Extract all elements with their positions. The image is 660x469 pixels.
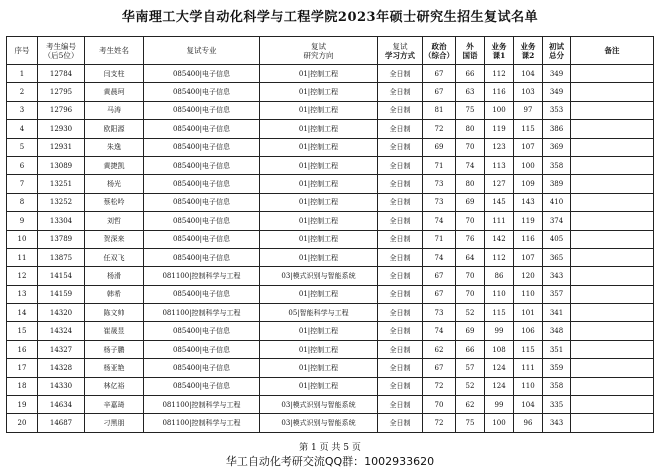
cell-course-2: 104 (514, 396, 543, 414)
cell-study-mode: 全日制 (378, 212, 423, 230)
cell-course-2: 104 (514, 65, 543, 83)
cell-politics: 67 (423, 285, 456, 303)
cell-course-2: 96 (514, 414, 543, 432)
table-row (7, 414, 654, 432)
cell-foreign-language: 75 (456, 101, 485, 119)
cell-politics: 69 (423, 138, 456, 156)
cell-total: 405 (543, 230, 571, 248)
cell-direction: 01|控制工程 (260, 101, 378, 119)
cell-study-mode: 全日制 (378, 120, 423, 138)
cell-course-2: 107 (514, 248, 543, 266)
cell-name: 辛嘉琦 (85, 396, 144, 414)
document-title: 华南理工大学自动化科学与工程学院2023年硕士研究生招生复试名单 (121, 10, 539, 25)
cell-total: 410 (543, 193, 571, 211)
cell-study-mode: 全日制 (378, 377, 423, 395)
cell-remark (571, 212, 654, 230)
cell-total: 341 (543, 304, 571, 322)
cell-study-mode: 全日制 (378, 138, 423, 156)
cell-politics: 81 (423, 101, 456, 119)
cell-course-2: 111 (514, 359, 543, 377)
cell-name: 杨亚艳 (85, 359, 144, 377)
cell-foreign-language: 62 (456, 396, 485, 414)
cell-direction: 01|控制工程 (260, 212, 378, 230)
cell-major: 085400|电子信息 (144, 175, 260, 193)
cell-name: 刁黑朋 (85, 414, 144, 432)
cell-politics: 72 (423, 377, 456, 395)
cell-major: 085400|电子信息 (144, 138, 260, 156)
cell-politics: 73 (423, 304, 456, 322)
cell-total: 359 (543, 359, 571, 377)
cell-total: 389 (543, 175, 571, 193)
cell-name: 马涛 (85, 101, 144, 119)
cell-exam-no: 12795 (38, 83, 85, 101)
cell-foreign-language: 80 (456, 120, 485, 138)
table-row (7, 304, 654, 322)
cell-direction: 03|模式识别与智能系统 (260, 396, 378, 414)
cell-exam-no: 13875 (38, 248, 85, 266)
cell-total: 358 (543, 377, 571, 395)
table-row (7, 322, 654, 340)
candidate-table (6, 36, 654, 433)
cell-politics: 67 (423, 359, 456, 377)
table-row (7, 175, 654, 193)
cell-major: 085400|电子信息 (144, 285, 260, 303)
cell-major: 085400|电子信息 (144, 120, 260, 138)
cell-course-2: 103 (514, 83, 543, 101)
cell-name: 杨滑 (85, 267, 144, 285)
cell-total: 343 (543, 267, 571, 285)
cell-course-2: 143 (514, 193, 543, 211)
cell-direction: 01|控制工程 (260, 120, 378, 138)
cell-seq: 20 (7, 414, 38, 432)
cell-study-mode: 全日制 (378, 101, 423, 119)
cell-study-mode: 全日制 (378, 230, 423, 248)
cell-course-1: 119 (485, 120, 514, 138)
cell-study-mode: 全日制 (378, 304, 423, 322)
cell-course-1: 108 (485, 340, 514, 358)
cell-major: 085400|电子信息 (144, 193, 260, 211)
cell-remark (571, 304, 654, 322)
cell-exam-no: 12784 (38, 65, 85, 83)
header-total: 初试 总分 (543, 37, 571, 65)
cell-name: 蔡松吟 (85, 193, 144, 211)
cell-course-1: 99 (485, 322, 514, 340)
cell-course-2: 120 (514, 267, 543, 285)
cell-study-mode: 全日制 (378, 322, 423, 340)
cell-direction: 01|控制工程 (260, 193, 378, 211)
cell-direction: 01|控制工程 (260, 83, 378, 101)
cell-study-mode: 全日制 (378, 359, 423, 377)
table-row (7, 156, 654, 174)
cell-course-1: 112 (485, 65, 514, 83)
cell-name: 林亿裕 (85, 377, 144, 395)
table-row (7, 138, 654, 156)
cell-politics: 67 (423, 83, 456, 101)
cell-course-1: 110 (485, 285, 514, 303)
cell-exam-no: 13251 (38, 175, 85, 193)
header-major: 复试专业 (144, 37, 260, 65)
cell-study-mode: 全日制 (378, 414, 423, 432)
cell-study-mode: 全日制 (378, 65, 423, 83)
cell-course-2: 106 (514, 322, 543, 340)
cell-study-mode: 全日制 (378, 83, 423, 101)
cell-course-1: 112 (485, 248, 514, 266)
cell-direction: 03|模式识别与智能系统 (260, 267, 378, 285)
cell-total: 357 (543, 285, 571, 303)
cell-foreign-language: 52 (456, 377, 485, 395)
cell-remark (571, 138, 654, 156)
cell-total: 343 (543, 414, 571, 432)
cell-seq: 3 (7, 101, 38, 119)
cell-total: 365 (543, 248, 571, 266)
cell-course-2: 115 (514, 340, 543, 358)
cell-politics: 74 (423, 212, 456, 230)
cell-total: 369 (543, 138, 571, 156)
cell-course-1: 145 (485, 193, 514, 211)
cell-politics: 72 (423, 414, 456, 432)
cell-direction: 01|控制工程 (260, 248, 378, 266)
cell-major: 081100|控制科学与工程 (144, 267, 260, 285)
cell-politics: 73 (423, 193, 456, 211)
cell-seq: 11 (7, 248, 38, 266)
cell-total: 335 (543, 396, 571, 414)
cell-course-2: 107 (514, 138, 543, 156)
cell-major: 085400|电子信息 (144, 65, 260, 83)
cell-name: 刘哲 (85, 212, 144, 230)
cell-direction: 01|控制工程 (260, 175, 378, 193)
cell-major: 085400|电子信息 (144, 212, 260, 230)
cell-foreign-language: 80 (456, 175, 485, 193)
cell-foreign-language: 69 (456, 193, 485, 211)
cell-remark (571, 175, 654, 193)
cell-seq: 2 (7, 83, 38, 101)
table-row (7, 101, 654, 119)
cell-seq: 6 (7, 156, 38, 174)
header-politics: 政治 （综合） (423, 37, 456, 65)
cell-foreign-language: 69 (456, 322, 485, 340)
cell-exam-no: 12796 (38, 101, 85, 119)
cell-remark (571, 340, 654, 358)
cell-study-mode: 全日制 (378, 396, 423, 414)
cell-exam-no: 14687 (38, 414, 85, 432)
cell-remark (571, 65, 654, 83)
cell-politics: 67 (423, 65, 456, 83)
cell-study-mode: 全日制 (378, 156, 423, 174)
cell-exam-no: 14330 (38, 377, 85, 395)
cell-seq: 8 (7, 193, 38, 211)
table-row (7, 377, 654, 395)
table-row (7, 267, 654, 285)
cell-course-1: 111 (485, 212, 514, 230)
cell-total: 353 (543, 101, 571, 119)
cell-name: 杨子鹏 (85, 340, 144, 358)
cell-exam-no: 14634 (38, 396, 85, 414)
cell-remark (571, 285, 654, 303)
cell-seq: 17 (7, 359, 38, 377)
cell-seq: 7 (7, 175, 38, 193)
table-row (7, 120, 654, 138)
cell-foreign-language: 70 (456, 267, 485, 285)
cell-total: 358 (543, 156, 571, 174)
cell-course-1: 142 (485, 230, 514, 248)
cell-remark (571, 101, 654, 119)
cell-politics: 67 (423, 267, 456, 285)
cell-study-mode: 全日制 (378, 248, 423, 266)
cell-foreign-language: 76 (456, 230, 485, 248)
header-seq: 序号 (7, 37, 38, 65)
table-row (7, 83, 654, 101)
cell-direction: 01|控制工程 (260, 377, 378, 395)
cell-course-2: 109 (514, 175, 543, 193)
cell-foreign-language: 64 (456, 248, 485, 266)
cell-remark (571, 377, 654, 395)
cell-total: 349 (543, 65, 571, 83)
cell-exam-no: 13789 (38, 230, 85, 248)
cell-exam-no: 14159 (38, 285, 85, 303)
cell-direction: 03|模式识别与智能系统 (260, 414, 378, 432)
cell-seq: 13 (7, 285, 38, 303)
table-row (7, 65, 654, 83)
cell-major: 081100|控制科学与工程 (144, 396, 260, 414)
cell-exam-no: 12930 (38, 120, 85, 138)
cell-direction: 01|控制工程 (260, 156, 378, 174)
cell-remark (571, 267, 654, 285)
cell-seq: 4 (7, 120, 38, 138)
cell-seq: 12 (7, 267, 38, 285)
cell-remark (571, 396, 654, 414)
cell-study-mode: 全日制 (378, 285, 423, 303)
cell-major: 085400|电子信息 (144, 83, 260, 101)
table-row (7, 212, 654, 230)
cell-course-1: 113 (485, 156, 514, 174)
cell-politics: 72 (423, 120, 456, 138)
cell-exam-no: 13304 (38, 212, 85, 230)
cell-seq: 15 (7, 322, 38, 340)
cell-politics: 73 (423, 175, 456, 193)
cell-foreign-language: 70 (456, 138, 485, 156)
table-row (7, 396, 654, 414)
cell-remark (571, 359, 654, 377)
cell-politics: 70 (423, 396, 456, 414)
cell-name: 杨光 (85, 175, 144, 193)
cell-remark (571, 120, 654, 138)
cell-seq: 10 (7, 230, 38, 248)
cell-remark (571, 193, 654, 211)
cell-politics: 71 (423, 230, 456, 248)
cell-course-1: 127 (485, 175, 514, 193)
cell-exam-no: 14320 (38, 304, 85, 322)
cell-seq: 16 (7, 340, 38, 358)
cell-name: 闫支柱 (85, 65, 144, 83)
cell-politics: 74 (423, 248, 456, 266)
cell-remark (571, 230, 654, 248)
header-remark: 备注 (571, 37, 654, 65)
cell-seq: 9 (7, 212, 38, 230)
cell-exam-no: 13252 (38, 193, 85, 211)
cell-seq: 19 (7, 396, 38, 414)
cell-major: 085400|电子信息 (144, 230, 260, 248)
cell-course-2: 116 (514, 230, 543, 248)
table-row (7, 248, 654, 266)
cell-major: 081100|控制科学与工程 (144, 304, 260, 322)
cell-foreign-language: 57 (456, 359, 485, 377)
cell-study-mode: 全日制 (378, 340, 423, 358)
cell-total: 348 (543, 322, 571, 340)
cell-total: 349 (543, 83, 571, 101)
cell-course-1: 123 (485, 138, 514, 156)
cell-politics: 71 (423, 156, 456, 174)
cell-course-1: 115 (485, 304, 514, 322)
cell-foreign-language: 66 (456, 65, 485, 83)
cell-major: 085400|电子信息 (144, 248, 260, 266)
cell-name: 黄晨珂 (85, 83, 144, 101)
header-name: 考生姓名 (85, 37, 144, 65)
cell-name: 黄捷凯 (85, 156, 144, 174)
cell-seq: 1 (7, 65, 38, 83)
table-header-row (7, 37, 654, 65)
cell-exam-no: 13089 (38, 156, 85, 174)
cell-direction: 05|智能科学与工程 (260, 304, 378, 322)
cell-politics: 62 (423, 340, 456, 358)
cell-study-mode: 全日制 (378, 193, 423, 211)
qq-group-note: 华工自动化考研交流QQ群：1002933620 (225, 455, 435, 468)
cell-course-1: 124 (485, 377, 514, 395)
cell-name: 崔晟昱 (85, 322, 144, 340)
table-row (7, 359, 654, 377)
cell-foreign-language: 74 (456, 156, 485, 174)
cell-foreign-language: 52 (456, 304, 485, 322)
cell-direction: 01|控制工程 (260, 359, 378, 377)
cell-course-1: 100 (485, 414, 514, 432)
cell-major: 081100|控制科学与工程 (144, 414, 260, 432)
cell-total: 351 (543, 340, 571, 358)
cell-course-2: 101 (514, 304, 543, 322)
table-row (7, 285, 654, 303)
cell-foreign-language: 75 (456, 414, 485, 432)
cell-exam-no: 14328 (38, 359, 85, 377)
table-row (7, 230, 654, 248)
cell-major: 085400|电子信息 (144, 322, 260, 340)
cell-course-1: 116 (485, 83, 514, 101)
header-foreign-language: 外 国语 (456, 37, 485, 65)
cell-exam-no: 14327 (38, 340, 85, 358)
cell-remark (571, 414, 654, 432)
cell-name: 朱逸 (85, 138, 144, 156)
cell-direction: 01|控制工程 (260, 340, 378, 358)
cell-seq: 14 (7, 304, 38, 322)
cell-course-1: 86 (485, 267, 514, 285)
cell-major: 085400|电子信息 (144, 101, 260, 119)
header-exam-no: 考生编号 （后5位） (38, 37, 85, 65)
cell-remark (571, 322, 654, 340)
cell-remark (571, 156, 654, 174)
cell-course-2: 100 (514, 156, 543, 174)
cell-politics: 74 (423, 322, 456, 340)
cell-course-2: 115 (514, 120, 543, 138)
cell-total: 374 (543, 212, 571, 230)
cell-course-2: 110 (514, 285, 543, 303)
cell-direction: 01|控制工程 (260, 230, 378, 248)
header-study-mode: 复试 学习方式 (378, 37, 423, 65)
cell-exam-no: 14154 (38, 267, 85, 285)
cell-remark (571, 248, 654, 266)
cell-major: 085400|电子信息 (144, 156, 260, 174)
cell-course-2: 97 (514, 101, 543, 119)
cell-name: 贺深来 (85, 230, 144, 248)
header-course-1: 业务 课1 (485, 37, 514, 65)
page-number: 第 1 页 共 5 页 (299, 443, 361, 453)
cell-course-2: 110 (514, 377, 543, 395)
cell-foreign-language: 63 (456, 83, 485, 101)
cell-direction: 01|控制工程 (260, 65, 378, 83)
cell-name: 欧阳源 (85, 120, 144, 138)
cell-direction: 01|控制工程 (260, 322, 378, 340)
cell-study-mode: 全日制 (378, 267, 423, 285)
cell-study-mode: 全日制 (378, 175, 423, 193)
cell-total: 386 (543, 120, 571, 138)
cell-remark (571, 83, 654, 101)
cell-course-2: 119 (514, 212, 543, 230)
cell-name: 韩希 (85, 285, 144, 303)
table-row (7, 193, 654, 211)
cell-foreign-language: 70 (456, 285, 485, 303)
cell-major: 085400|电子信息 (144, 340, 260, 358)
cell-foreign-language: 70 (456, 212, 485, 230)
cell-exam-no: 14324 (38, 322, 85, 340)
cell-direction: 01|控制工程 (260, 138, 378, 156)
cell-foreign-language: 66 (456, 340, 485, 358)
cell-name: 陈文帅 (85, 304, 144, 322)
cell-course-1: 99 (485, 396, 514, 414)
cell-major: 085400|电子信息 (144, 359, 260, 377)
cell-seq: 18 (7, 377, 38, 395)
cell-seq: 5 (7, 138, 38, 156)
cell-name: 任双飞 (85, 248, 144, 266)
header-course-2: 业务 课2 (514, 37, 543, 65)
header-direction: 复试 研究方向 (260, 37, 378, 65)
cell-course-1: 100 (485, 101, 514, 119)
cell-direction: 01|控制工程 (260, 285, 378, 303)
table-row (7, 340, 654, 358)
cell-major: 085400|电子信息 (144, 377, 260, 395)
cell-course-1: 124 (485, 359, 514, 377)
cell-exam-no: 12931 (38, 138, 85, 156)
